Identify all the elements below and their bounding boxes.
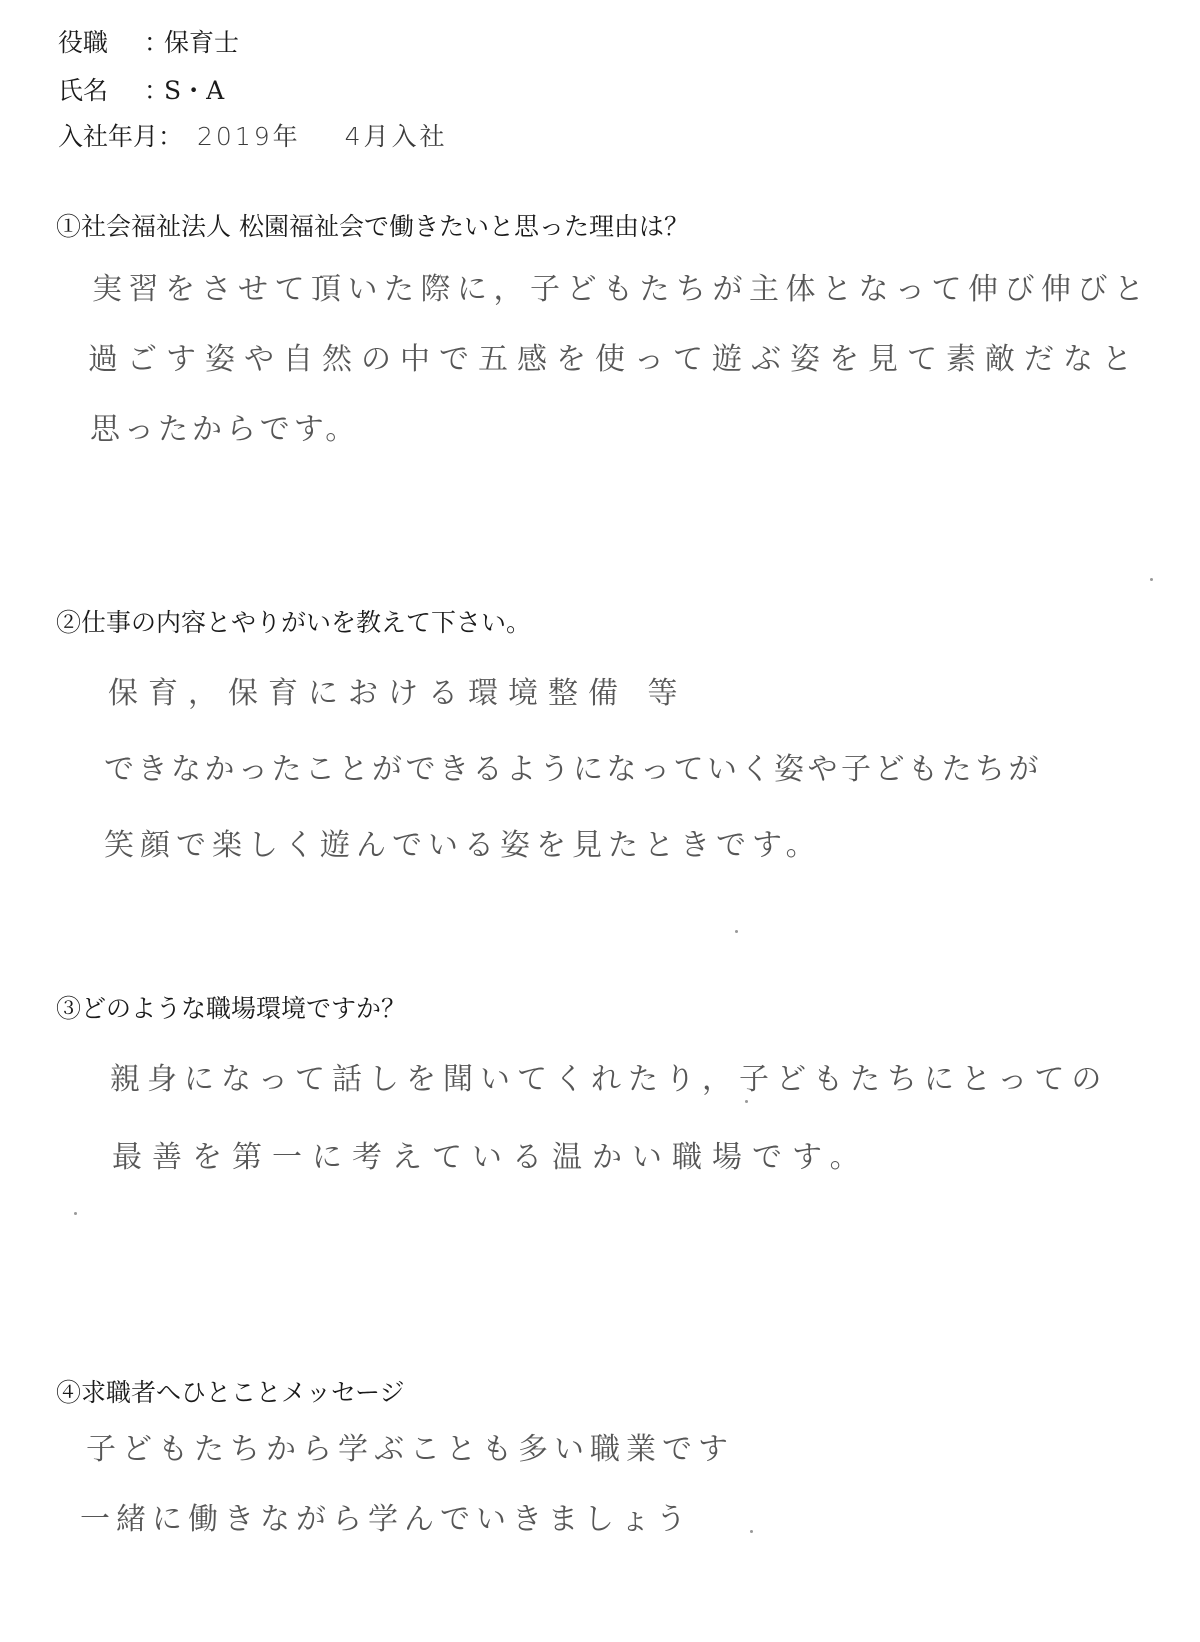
paper-speck bbox=[750, 1530, 753, 1533]
joined-month: 4月入社 bbox=[344, 122, 448, 151]
paper-speck bbox=[1150, 578, 1153, 581]
question-1: ①社会福祉法人 松園福祉会で働きたいと思った理由は？ bbox=[56, 212, 689, 241]
name-row bbox=[58, 76, 224, 106]
answer-3-line-1: 親身になって話しを聞いてくれたり，子どもたちにとっての bbox=[110, 1062, 1109, 1097]
joined-year: 2019年 bbox=[197, 122, 301, 151]
paper-speck bbox=[74, 1212, 77, 1215]
position-value: 保育士 bbox=[164, 28, 240, 57]
joined-label: 入社年月： bbox=[58, 122, 184, 151]
answer-1-line-1: 実習をさせて頂いた際に，子どもたちが主体となって伸び伸びと bbox=[92, 272, 1151, 307]
answer-4-line-1: 子どもたちから学ぶことも多い職業です bbox=[86, 1432, 734, 1467]
question-3: ③どのような職場環境ですか？ bbox=[56, 994, 407, 1023]
question-2: ②仕事の内容とやりがいを教えて下さい。 bbox=[56, 608, 532, 637]
answer-4-line-2: 一緒に働きながら学んでいきましょう bbox=[80, 1502, 692, 1537]
answer-1-line-3: 思ったからです。 bbox=[90, 412, 360, 447]
answer-3-line-2: 最善を第一に考えている温かい職場です。 bbox=[112, 1140, 870, 1175]
answer-2-line-1: 保育，保育における環境整備 等 bbox=[108, 676, 688, 711]
position-row bbox=[58, 28, 239, 58]
paper-speck bbox=[745, 1100, 748, 1103]
position-colon: ： bbox=[144, 28, 170, 57]
name-colon: ： bbox=[144, 76, 170, 105]
answer-2-line-2: できなかったことができるようになっていく姿や子どもたちが bbox=[104, 752, 1042, 787]
joined-row bbox=[58, 122, 448, 152]
name-label: 氏名 bbox=[58, 76, 109, 105]
answer-2-line-3: 笑顔で楽しく遊んでいる姿を見たときです。 bbox=[104, 828, 822, 863]
position-label: 役職 bbox=[58, 28, 109, 57]
question-4: ④求職者へひとことメッセージ bbox=[56, 1378, 405, 1407]
answer-1-line-2: 過ごす姿や自然の中で五感を使って遊ぶ姿を見て素敵だなと bbox=[88, 342, 1141, 377]
paper-speck bbox=[735, 930, 738, 933]
name-value: S・A bbox=[164, 76, 225, 105]
